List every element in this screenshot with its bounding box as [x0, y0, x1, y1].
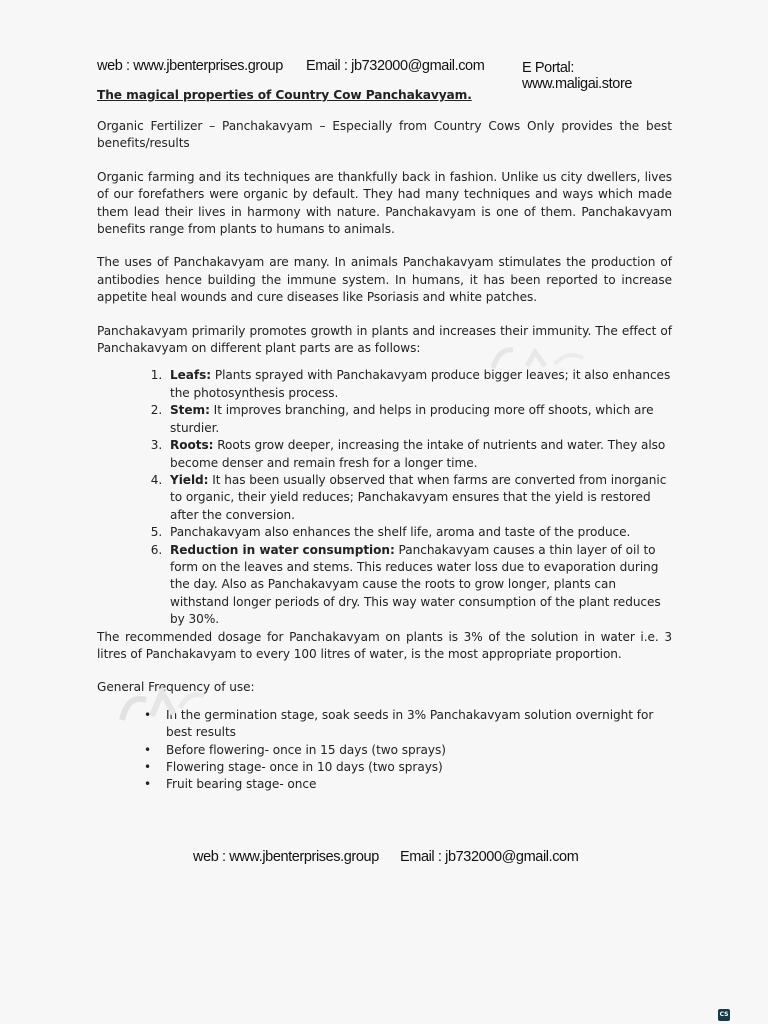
plant-effects-paragraph: Panchakavyam primarily promotes growth in plants and increases their immunity. The effect of Panchakavyam on different plant parts are as follows: — [97, 323, 672, 356]
scanner-logo-icon: CS — [718, 1009, 730, 1021]
list-item — [166, 437, 672, 472]
organic-farming-paragraph: Organic farming and its techniques are thankfully back in fashion. Unlike us city dwellers, lives of our forefathers were organic by default. They had many techniques and ways which made them lead their lives in harmony with nature. Panchakavyam is one of them. Panchakavyam benefits range from plants to humans to animals. — [97, 169, 672, 237]
list-item — [144, 707, 672, 742]
header-portal-link[interactable]: E Portal: www.maligai.store — [522, 60, 633, 92]
list-item-term: Reduction in water consumption: — [170, 542, 395, 557]
list-item-text: Panchakavyam causes a thin layer of oil to form on the leaves and stems. This reduces water loss due to evaporation during the day. Also as Panchakavyam cause the roots to grow longer, plants can withstand longer periods of dry. This way water consumption of the plant reduces by 30%. — [170, 542, 661, 627]
list-item — [166, 402, 672, 437]
list-item-text: Panchakavyam also enhances the shelf life, aroma and taste of the produce. — [170, 525, 631, 540]
list-item-text: Roots grow deeper, increasing the intake of nutrients and water. They also become denser and remain fresh for a longer time. — [170, 438, 666, 470]
list-item-term: Stem: — [170, 403, 210, 418]
list-item — [166, 367, 672, 402]
bullet-icon: • — [144, 707, 152, 722]
list-item — [166, 472, 672, 524]
list-item — [166, 542, 672, 629]
list-item — [166, 524, 672, 541]
list-item-term: Roots: — [170, 438, 214, 453]
list-item-term: Leafs: — [170, 368, 212, 383]
page-header — [97, 58, 678, 92]
frequency-list — [97, 707, 672, 794]
header-web-link[interactable]: web : www.jbenterprises.group — [97, 58, 283, 74]
list-item-text: Flowering stage- once in 10 days (two sprays) — [166, 760, 443, 774]
bullet-icon: • — [144, 777, 152, 792]
footer-web-link[interactable]: web : www.jbenterprises.group — [193, 849, 379, 865]
uses-paragraph: The uses of Panchakavyam are many. In animals Panchakavyam stimulates the production of antibodies hence building the immune system. In humans, it has been reported to increase appetite heal wounds and cure diseases like Psoriasis and white patches. — [97, 255, 672, 305]
page-footer — [193, 849, 613, 869]
list-item — [144, 742, 672, 759]
list-item — [144, 759, 672, 776]
plant-effects-list — [97, 367, 672, 628]
bullet-icon: • — [144, 760, 152, 774]
dosage-paragraph: The recommended dosage for Panchakavyam on plants is 3% of the solution in water i.e. 3 litres of Panchakavyam to every 100 litres of water, is the most appropriate proportion. — [97, 629, 672, 661]
document-title: The magical properties of Country Cow Panchakavyam. — [97, 88, 472, 102]
footer-email-link[interactable]: Email : jb732000@gmail.com — [400, 849, 579, 865]
document-body — [97, 118, 672, 794]
list-item — [144, 776, 672, 793]
frequency-heading: General Frequency of use: — [97, 680, 255, 695]
bullet-icon: • — [144, 742, 152, 757]
list-item-text: It improves branching, and helps in producing more off shoots, which are sturdier. — [170, 403, 654, 435]
intro-paragraph: Organic Fertilizer – Panchakavyam – Especially from Country Cows Only provides the best benefits/results — [97, 119, 672, 151]
list-item-text: Before flowering- once in 15 days (two sprays) — [166, 742, 446, 757]
list-item-text: It has been usually observed that when farms are converted from inorganic to organic, their yield reduces; Panchakavyam ensures that the yield is restored after the conversion. — [170, 472, 667, 522]
list-item-text: Plants sprayed with Panchakavyam produce bigger leaves; it also enhances the photosynthesis process. — [170, 368, 671, 400]
header-email-link[interactable]: Email : jb732000@gmail.com — [306, 58, 485, 74]
list-item-term: Yield: — [170, 472, 209, 487]
list-item-text: Fruit bearing stage- once — [166, 777, 317, 792]
list-item-text: In the germination stage, soak seeds in 3% Panchakavyam solution overnight for best results — [166, 707, 654, 740]
